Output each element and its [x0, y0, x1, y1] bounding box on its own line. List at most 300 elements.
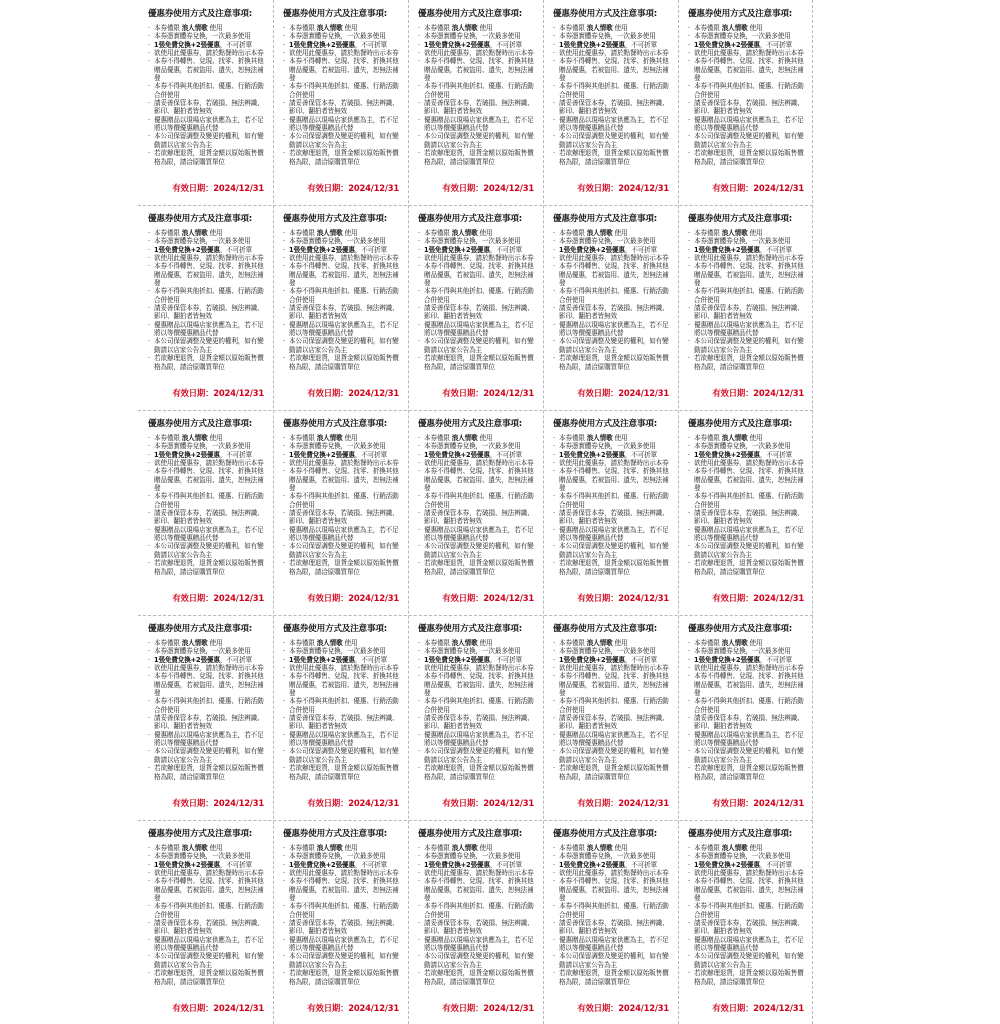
- expiry-date: 有效日期：2024/12/31: [577, 1003, 669, 1013]
- coupon-rule: · 請妥善保管本券，若破損、無法辨識、影印、翻拍者皆無效: [418, 919, 537, 936]
- expiry-date: 有效日期：2024/12/31: [442, 1003, 534, 1013]
- coupon-rule: · 本公司保留調整及變更的權利，如有變動請以店家公告為主: [553, 337, 672, 354]
- coupon-rule: · 若欲辦理退貨，退貨金額以原始販售價格為限，請洽原購買單位: [688, 559, 807, 576]
- coupon-rule: · 請妥善保管本券，若破損、無法辨識、影印、翻拍者皆無效: [553, 509, 672, 526]
- restaurant-name: 浪人情歌: [721, 639, 748, 647]
- coupon-rules-list: [418, 844, 537, 986]
- restaurant-name: 浪人情歌: [181, 844, 208, 852]
- coupon-rule: · 本券憑實體券兌換，一次最多使用: [148, 852, 267, 860]
- coupon-rule: · 本券憑實體券兌換，一次最多使用: [283, 442, 402, 450]
- coupon-rule: · 本券不得轉售、兌現、找零、折換其他贈品優惠，若被盜用、遺失，恕無法補發: [418, 672, 537, 697]
- coupon-rule: · 本券不得與其他折扣、優惠、行銷活動合併使用: [148, 82, 267, 99]
- coupon-rule: · 1張免費兌換+2張優惠，不可折單: [148, 451, 267, 459]
- coupon-title: 優惠券使用方式及注意事項:: [553, 829, 657, 839]
- redeem-limit: 1張免費兌換+2張優惠: [154, 245, 220, 254]
- expiry-date: 有效日期：2024/12/31: [577, 183, 669, 193]
- expiry-date: 有效日期：2024/12/31: [307, 593, 399, 603]
- coupon-rules-list: [283, 844, 402, 986]
- coupon-rule: · 1張免費兌換+2張優惠，不可折單: [553, 861, 672, 869]
- coupon-rule: · 1張免費兌換+2張優惠，不可折單: [553, 41, 672, 49]
- coupon-rule: · 1張免費兌換+2張優惠，不可折單: [688, 656, 807, 664]
- coupon-title: 優惠券使用方式及注意事項:: [418, 829, 522, 839]
- coupon-rule: · 欲使用此優惠券，請於點餐時出示本券: [553, 869, 672, 877]
- coupon-rule: · 1張免費兌換+2張優惠，不可折單: [283, 41, 402, 49]
- coupon-rule: · 優惠贈品以現場店家供應為主，若不足將以等價優惠贈品代替: [283, 731, 402, 748]
- coupon-card: [274, 206, 407, 409]
- coupon-rules-list: [283, 434, 402, 576]
- coupon-rule: · 優惠贈品以現場店家供應為主，若不足將以等價優惠贈品代替: [148, 526, 267, 543]
- coupon-rule: · 1張免費兌換+2張優惠，不可折單: [553, 246, 672, 254]
- coupon-rule: · 若欲辦理退貨，退貨金額以原始販售價格為限，請洽原購買單位: [418, 354, 537, 371]
- redeem-limit: 1張免費兌換+2張優惠: [559, 655, 625, 664]
- redeem-limit: 1張免費兌換+2張優惠: [154, 450, 220, 459]
- coupon-rule: · 優惠贈品以現場店家供應為主，若不足將以等價優惠贈品代替: [148, 321, 267, 338]
- restaurant-name: 浪人情歌: [721, 434, 748, 442]
- coupon-rule: · 請妥善保管本券，若破損、無法辨識、影印、翻拍者皆無效: [553, 304, 672, 321]
- expiry-date: 有效日期：2024/12/31: [712, 388, 804, 398]
- coupon-rule: · 本公司保留調整及變更的權利，如有變動請以店家公告為主: [148, 952, 267, 969]
- coupon-rule: · 本券不得與其他折扣、優惠、行銷活動合併使用: [553, 287, 672, 304]
- coupon-rule: · 本券不得轉售、兌現、找零、折換其他贈品優惠，若被盜用、遺失，恕無法補發: [688, 467, 807, 492]
- expiry-date: 有效日期：2024/12/31: [577, 593, 669, 603]
- coupon-title: 優惠券使用方式及注意事項:: [283, 829, 387, 839]
- coupon-rule: · 1張免費兌換+2張優惠，不可折單: [688, 41, 807, 49]
- coupon-rule: · 欲使用此優惠券，請於點餐時出示本券: [148, 459, 267, 467]
- coupon-rule: · 本券不得轉售、兌現、找零、折換其他贈品優惠，若被盜用、遺失，恕無法補發: [283, 672, 402, 697]
- coupon-rule: · 欲使用此優惠券，請於點餐時出示本券: [688, 869, 807, 877]
- coupon-rule: · 本公司保留調整及變更的權利，如有變動請以店家公告為主: [553, 747, 672, 764]
- restaurant-name: 浪人情歌: [181, 639, 208, 647]
- coupon-rules-list: [418, 434, 537, 576]
- restaurant-name: 浪人情歌: [586, 24, 613, 32]
- coupon-rule: · 本券僅限 浪人情歌 使用: [148, 639, 267, 647]
- coupon-card: [544, 411, 677, 614]
- coupon-rule: · 請妥善保管本券，若破損、無法辨識、影印、翻拍者皆無效: [688, 919, 807, 936]
- redeem-limit: 1張免費兌換+2張優惠: [694, 655, 760, 664]
- coupon-rule: · 若欲辦理退貨，退貨金額以原始販售價格為限，請洽原購買單位: [553, 149, 672, 166]
- coupon-rule: · 欲使用此優惠券，請於點餐時出示本券: [553, 459, 672, 467]
- coupon-rule: · 本券不得轉售、兌現、找零、折換其他贈品優惠，若被盜用、遺失，恕無法補發: [553, 672, 672, 697]
- coupon-rule: · 本券僅限 浪人情歌 使用: [553, 229, 672, 237]
- coupon-rule: · 本公司保留調整及變更的權利，如有變動請以店家公告為主: [148, 747, 267, 764]
- coupon-rule: · 本券不得與其他折扣、優惠、行銷活動合併使用: [283, 492, 402, 509]
- cut-line-vertical: [812, 0, 813, 1024]
- coupon-rule: · 本券僅限 浪人情歌 使用: [418, 434, 537, 442]
- coupon-rule: · 欲使用此優惠券，請於點餐時出示本券: [283, 459, 402, 467]
- coupon-card: [139, 821, 272, 1024]
- coupon-rule: · 若欲辦理退貨，退貨金額以原始販售價格為限，請洽原購買單位: [148, 559, 267, 576]
- coupon-title: 優惠券使用方式及注意事項:: [553, 624, 657, 634]
- expiry-date: 有效日期：2024/12/31: [712, 1003, 804, 1013]
- coupon-rule: · 本券僅限 浪人情歌 使用: [553, 24, 672, 32]
- coupon-rules-list: [418, 24, 537, 166]
- coupon-rules-list: [688, 229, 807, 371]
- coupon-rule: · 本券不得與其他折扣、優惠、行銷活動合併使用: [688, 902, 807, 919]
- coupon-rule: · 請妥善保管本券，若破損、無法辨識、影印、翻拍者皆無效: [283, 714, 402, 731]
- expiry-date: 有效日期：2024/12/31: [172, 1003, 264, 1013]
- coupon-rules-list: [148, 639, 267, 781]
- coupon-rule: · 欲使用此優惠券，請於點餐時出示本券: [688, 254, 807, 262]
- coupon-rule: · 本券不得與其他折扣、優惠、行銷活動合併使用: [418, 492, 537, 509]
- coupon-rule: · 請妥善保管本券，若破損、無法辨識、影印、翻拍者皆無效: [283, 509, 402, 526]
- redeem-limit: 1張免費兌換+2張優惠: [424, 655, 490, 664]
- restaurant-name: 浪人情歌: [451, 639, 478, 647]
- redeem-limit: 1張免費兌換+2張優惠: [289, 245, 355, 254]
- restaurant-name: 浪人情歌: [586, 229, 613, 237]
- coupon-card: [544, 1, 677, 204]
- expiry-date: 有效日期：2024/12/31: [307, 388, 399, 398]
- coupon-rule: · 本券不得轉售、兌現、找零、折換其他贈品優惠，若被盜用、遺失，恕無法補發: [418, 57, 537, 82]
- coupon-rule: · 本券不得與其他折扣、優惠、行銷活動合併使用: [148, 287, 267, 304]
- coupon-rule: · 請妥善保管本券，若破損、無法辨識、影印、翻拍者皆無效: [283, 304, 402, 321]
- coupon-rule: · 優惠贈品以現場店家供應為主，若不足將以等價優惠贈品代替: [688, 321, 807, 338]
- coupon-rule: · 本券憑實體券兌換，一次最多使用: [418, 647, 537, 655]
- restaurant-name: 浪人情歌: [586, 434, 613, 442]
- coupon-card: [139, 206, 272, 409]
- coupon-rule: · 本券不得與其他折扣、優惠、行銷活動合併使用: [418, 287, 537, 304]
- redeem-limit: 1張免費兌換+2張優惠: [154, 860, 220, 869]
- coupon-rule: · 請妥善保管本券，若破損、無法辨識、影印、翻拍者皆無效: [418, 99, 537, 116]
- expiry-date: 有效日期：2024/12/31: [712, 183, 804, 193]
- coupon-rule: · 欲使用此優惠券，請於點餐時出示本券: [418, 49, 537, 57]
- coupon-rule: · 本公司保留調整及變更的權利，如有變動請以店家公告為主: [553, 132, 672, 149]
- coupon-rule: · 本券憑實體券兌換，一次最多使用: [148, 32, 267, 40]
- coupon-rule: · 欲使用此優惠券，請於點餐時出示本券: [283, 49, 402, 57]
- coupon-rule: · 本券不得轉售、兌現、找零、折換其他贈品優惠，若被盜用、遺失，恕無法補發: [418, 262, 537, 287]
- coupon-rule: · 若欲辦理退貨，退貨金額以原始販售價格為限，請洽原購買單位: [283, 149, 402, 166]
- coupon-rule: · 1張免費兌換+2張優惠，不可折單: [283, 246, 402, 254]
- coupon-rules-list: [283, 24, 402, 166]
- coupon-rule: · 本券憑實體券兌換，一次最多使用: [688, 852, 807, 860]
- coupon-rule: · 本券不得轉售、兌現、找零、折換其他贈品優惠，若被盜用、遺失，恕無法補發: [148, 57, 267, 82]
- coupon-rule: · 本券不得轉售、兌現、找零、折換其他贈品優惠，若被盜用、遺失，恕無法補發: [148, 262, 267, 287]
- restaurant-name: 浪人情歌: [721, 844, 748, 852]
- coupon-rule: · 優惠贈品以現場店家供應為主，若不足將以等價優惠贈品代替: [553, 321, 672, 338]
- coupon-rule: · 本券不得轉售、兌現、找零、折換其他贈品優惠，若被盜用、遺失，恕無法補發: [553, 877, 672, 902]
- coupon-rule: · 本券不得轉售、兌現、找零、折換其他贈品優惠，若被盜用、遺失，恕無法補發: [283, 262, 402, 287]
- coupon-rule: · 請妥善保管本券，若破損、無法辨識、影印、翻拍者皆無效: [688, 99, 807, 116]
- coupon-rule: · 本券不得轉售、兌現、找零、折換其他贈品優惠，若被盜用、遺失，恕無法補發: [688, 262, 807, 287]
- coupon-rule: · 本券不得轉售、兌現、找零、折換其他贈品優惠，若被盜用、遺失，恕無法補發: [418, 467, 537, 492]
- restaurant-name: 浪人情歌: [451, 229, 478, 237]
- coupon-title: 優惠券使用方式及注意事項:: [283, 419, 387, 429]
- coupon-card: [409, 206, 542, 409]
- coupon-rule: · 欲使用此優惠券，請於點餐時出示本券: [418, 664, 537, 672]
- coupon-rule: · 本券不得轉售、兌現、找零、折換其他贈品優惠，若被盜用、遺失，恕無法補發: [688, 672, 807, 697]
- coupon-rule: · 本券僅限 浪人情歌 使用: [553, 844, 672, 852]
- coupon-rule: · 請妥善保管本券，若破損、無法辨識、影印、翻拍者皆無效: [148, 99, 267, 116]
- coupon-rule: · 若欲辦理退貨，退貨金額以原始販售價格為限，請洽原購買單位: [283, 969, 402, 986]
- coupon-rule: · 本券不得轉售、兌現、找零、折換其他贈品優惠，若被盜用、遺失，恕無法補發: [148, 877, 267, 902]
- coupon-rule: · 請妥善保管本券，若破損、無法辨識、影印、翻拍者皆無效: [148, 509, 267, 526]
- coupon-rule: · 請妥善保管本券，若破損、無法辨識、影印、翻拍者皆無效: [688, 304, 807, 321]
- coupon-rule: · 本券憑實體券兌換，一次最多使用: [418, 442, 537, 450]
- redeem-limit: 1張免費兌換+2張優惠: [694, 40, 760, 49]
- coupon-rule: · 本券不得轉售、兌現、找零、折換其他贈品優惠，若被盜用、遺失，恕無法補發: [283, 467, 402, 492]
- restaurant-name: 浪人情歌: [316, 434, 343, 442]
- expiry-date: 有效日期：2024/12/31: [172, 183, 264, 193]
- coupon-rule: · 本券不得轉售、兌現、找零、折換其他贈品優惠，若被盜用、遺失，恕無法補發: [148, 672, 267, 697]
- coupon-rule: · 本券憑實體券兌換，一次最多使用: [688, 647, 807, 655]
- coupon-rule: · 本券憑實體券兌換，一次最多使用: [148, 647, 267, 655]
- coupon-card: [139, 1, 272, 204]
- coupon-title: 優惠券使用方式及注意事項:: [148, 624, 252, 634]
- coupon-rules-list: [688, 434, 807, 576]
- restaurant-name: 浪人情歌: [586, 844, 613, 852]
- coupon-card: [274, 1, 407, 204]
- redeem-limit: 1張免費兌換+2張優惠: [424, 860, 490, 869]
- restaurant-name: 浪人情歌: [586, 639, 613, 647]
- coupon-title: 優惠券使用方式及注意事項:: [283, 9, 387, 19]
- redeem-limit: 1張免費兌換+2張優惠: [289, 450, 355, 459]
- coupon-rule: · 本券不得轉售、兌現、找零、折換其他贈品優惠，若被盜用、遺失，恕無法補發: [418, 877, 537, 902]
- restaurant-name: 浪人情歌: [181, 434, 208, 442]
- coupon-card: [544, 821, 677, 1024]
- coupon-card: [139, 411, 272, 614]
- coupon-card: [679, 411, 812, 614]
- coupon-rule: · 1張免費兌換+2張優惠，不可折單: [688, 246, 807, 254]
- coupon-rule: · 優惠贈品以現場店家供應為主，若不足將以等價優惠贈品代替: [148, 936, 267, 953]
- coupon-rule: · 本券僅限 浪人情歌 使用: [553, 434, 672, 442]
- coupon-card: [274, 821, 407, 1024]
- expiry-date: 有效日期：2024/12/31: [712, 798, 804, 808]
- coupon-rule: · 1張免費兌換+2張優惠，不可折單: [283, 656, 402, 664]
- coupon-rule: · 欲使用此優惠券，請於點餐時出示本券: [553, 664, 672, 672]
- coupon-rule: · 本券僅限 浪人情歌 使用: [418, 639, 537, 647]
- coupon-rules-list: [553, 434, 672, 576]
- coupon-rule: · 欲使用此優惠券，請於點餐時出示本券: [553, 49, 672, 57]
- coupon-rule: · 本券僅限 浪人情歌 使用: [418, 229, 537, 237]
- coupon-rule: · 欲使用此優惠券，請於點餐時出示本券: [148, 869, 267, 877]
- coupon-rule: · 本券僅限 浪人情歌 使用: [688, 24, 807, 32]
- coupon-rule: · 若欲辦理退貨，退貨金額以原始販售價格為限，請洽原購買單位: [418, 559, 537, 576]
- coupon-rule: · 優惠贈品以現場店家供應為主，若不足將以等價優惠贈品代替: [418, 526, 537, 543]
- coupon-rule: · 本券僅限 浪人情歌 使用: [418, 844, 537, 852]
- coupon-rule: · 優惠贈品以現場店家供應為主，若不足將以等價優惠贈品代替: [553, 731, 672, 748]
- coupon-rule: · 請妥善保管本券，若破損、無法辨識、影印、翻拍者皆無效: [553, 919, 672, 936]
- coupon-rule: · 本券不得轉售、兌現、找零、折換其他贈品優惠，若被盜用、遺失，恕無法補發: [553, 467, 672, 492]
- coupon-rule: · 欲使用此優惠券，請於點餐時出示本券: [688, 459, 807, 467]
- coupon-rule: · 1張免費兌換+2張優惠，不可折單: [148, 246, 267, 254]
- coupon-rule: · 優惠贈品以現場店家供應為主，若不足將以等價優惠贈品代替: [148, 116, 267, 133]
- coupon-rule: · 若欲辦理退貨，退貨金額以原始販售價格為限，請洽原購買單位: [688, 149, 807, 166]
- coupon-rule: · 請妥善保管本券，若破損、無法辨識、影印、翻拍者皆無效: [148, 714, 267, 731]
- coupon-card: [274, 411, 407, 614]
- coupon-rule: · 本券不得轉售、兌現、找零、折換其他贈品優惠，若被盜用、遺失，恕無法補發: [553, 57, 672, 82]
- coupon-rule: · 1張免費兌換+2張優惠，不可折單: [553, 656, 672, 664]
- coupon-rule: · 優惠贈品以現場店家供應為主，若不足將以等價優惠贈品代替: [688, 936, 807, 953]
- coupon-title: 優惠券使用方式及注意事項:: [148, 829, 252, 839]
- coupon-rule: · 本券憑實體券兌換，一次最多使用: [418, 852, 537, 860]
- coupon-rule: · 若欲辦理退貨，退貨金額以原始販售價格為限，請洽原購買單位: [688, 969, 807, 986]
- coupon-rules-list: [553, 844, 672, 986]
- coupon-title: 優惠券使用方式及注意事項:: [688, 829, 792, 839]
- redeem-limit: 1張免費兌換+2張優惠: [424, 245, 490, 254]
- coupon-rule: · 本券憑實體券兌換，一次最多使用: [418, 237, 537, 245]
- coupon-rule: · 本券僅限 浪人情歌 使用: [283, 24, 402, 32]
- coupon-rule: · 1張免費兌換+2張優惠，不可折單: [418, 656, 537, 664]
- coupon-rule: · 欲使用此優惠券，請於點餐時出示本券: [418, 254, 537, 262]
- redeem-limit: 1張免費兌換+2張優惠: [559, 245, 625, 254]
- coupon-rules-list: [283, 639, 402, 781]
- coupon-rule: · 本券不得與其他折扣、優惠、行銷活動合併使用: [148, 902, 267, 919]
- coupon-rule: · 本券不得與其他折扣、優惠、行銷活動合併使用: [553, 902, 672, 919]
- restaurant-name: 浪人情歌: [721, 229, 748, 237]
- coupon-card: [139, 616, 272, 819]
- coupon-rule: · 本券不得與其他折扣、優惠、行銷活動合併使用: [148, 492, 267, 509]
- coupon-rule: · 欲使用此優惠券，請於點餐時出示本券: [283, 869, 402, 877]
- coupon-rule: · 本券僅限 浪人情歌 使用: [148, 24, 267, 32]
- coupon-rule: · 若欲辦理退貨，退貨金額以原始販售價格為限，請洽原購買單位: [553, 354, 672, 371]
- coupon-rule: · 本券不得與其他折扣、優惠、行銷活動合併使用: [418, 82, 537, 99]
- coupon-rule: · 請妥善保管本券，若破損、無法辨識、影印、翻拍者皆無效: [418, 509, 537, 526]
- expiry-date: 有效日期：2024/12/31: [307, 183, 399, 193]
- expiry-date: 有效日期：2024/12/31: [442, 798, 534, 808]
- coupon-rule: · 本公司保留調整及變更的權利，如有變動請以店家公告為主: [283, 132, 402, 149]
- coupon-rules-list: [148, 434, 267, 576]
- coupon-rule: · 本券不得轉售、兌現、找零、折換其他贈品優惠，若被盜用、遺失，恕無法補發: [148, 467, 267, 492]
- coupon-rule: · 本券不得轉售、兌現、找零、折換其他贈品優惠，若被盜用、遺失，恕無法補發: [283, 57, 402, 82]
- coupon-rule: · 本券憑實體券兌換，一次最多使用: [688, 237, 807, 245]
- coupon-rule: · 本券僅限 浪人情歌 使用: [688, 229, 807, 237]
- coupon-rule: · 優惠贈品以現場店家供應為主，若不足將以等價優惠贈品代替: [418, 321, 537, 338]
- expiry-date: 有效日期：2024/12/31: [442, 593, 534, 603]
- restaurant-name: 浪人情歌: [316, 24, 343, 32]
- coupon-rule: · 1張免費兌換+2張優惠，不可折單: [283, 451, 402, 459]
- coupon-rule: · 請妥善保管本券，若破損、無法辨識、影印、翻拍者皆無效: [148, 304, 267, 321]
- coupon-rule: · 本券不得與其他折扣、優惠、行銷活動合併使用: [688, 82, 807, 99]
- coupon-rule: · 若欲辦理退貨，退貨金額以原始販售價格為限，請洽原購買單位: [418, 764, 537, 781]
- coupon-rule: · 若欲辦理退貨，退貨金額以原始販售價格為限，請洽原購買單位: [148, 354, 267, 371]
- coupon-rule: · 欲使用此優惠券，請於點餐時出示本券: [688, 49, 807, 57]
- coupon-rule: · 本券不得與其他折扣、優惠、行銷活動合併使用: [688, 697, 807, 714]
- redeem-limit: 1張免費兌換+2張優惠: [289, 40, 355, 49]
- coupon-rule: · 本公司保留調整及變更的權利，如有變動請以店家公告為主: [688, 132, 807, 149]
- coupon-title: 優惠券使用方式及注意事項:: [553, 9, 657, 19]
- coupon-rule: · 本券憑實體券兌換，一次最多使用: [553, 442, 672, 450]
- expiry-date: 有效日期：2024/12/31: [172, 798, 264, 808]
- coupon-rule: · 1張免費兌換+2張優惠，不可折單: [418, 451, 537, 459]
- coupon-rule: · 本券憑實體券兌換，一次最多使用: [418, 32, 537, 40]
- expiry-date: 有效日期：2024/12/31: [712, 593, 804, 603]
- coupon-title: 優惠券使用方式及注意事項:: [418, 9, 522, 19]
- redeem-limit: 1張免費兌換+2張優惠: [559, 40, 625, 49]
- coupon-card: [274, 616, 407, 819]
- coupon-rule: · 本券僅限 浪人情歌 使用: [688, 844, 807, 852]
- coupon-rules-list: [418, 229, 537, 371]
- expiry-date: 有效日期：2024/12/31: [577, 798, 669, 808]
- coupon-rule: · 若欲辦理退貨，退貨金額以原始販售價格為限，請洽原購買單位: [283, 354, 402, 371]
- coupon-rule: · 優惠贈品以現場店家供應為主，若不足將以等價優惠贈品代替: [553, 526, 672, 543]
- coupon-rule: · 本公司保留調整及變更的權利，如有變動請以店家公告為主: [148, 132, 267, 149]
- coupon-rule: · 本公司保留調整及變更的權利，如有變動請以店家公告為主: [418, 337, 537, 354]
- coupon-rule: · 請妥善保管本券，若破損、無法辨識、影印、翻拍者皆無效: [688, 509, 807, 526]
- coupon-rule: · 請妥善保管本券，若破損、無法辨識、影印、翻拍者皆無效: [553, 714, 672, 731]
- coupon-rule: · 優惠贈品以現場店家供應為主，若不足將以等價優惠贈品代替: [283, 116, 402, 133]
- coupon-rule: · 若欲辦理退貨，退貨金額以原始販售價格為限，請洽原購買單位: [283, 559, 402, 576]
- coupon-rule: · 請妥善保管本券，若破損、無法辨識、影印、翻拍者皆無效: [148, 919, 267, 936]
- coupon-rule: · 本券僅限 浪人情歌 使用: [283, 434, 402, 442]
- coupon-rule: · 優惠贈品以現場店家供應為主，若不足將以等價優惠贈品代替: [418, 731, 537, 748]
- coupon-rule: · 本券不得轉售、兌現、找零、折換其他贈品優惠，若被盜用、遺失，恕無法補發: [688, 877, 807, 902]
- coupon-rule: · 請妥善保管本券，若破損、無法辨識、影印、翻拍者皆無效: [418, 304, 537, 321]
- redeem-limit: 1張免費兌換+2張優惠: [694, 450, 760, 459]
- coupon-rule: · 欲使用此優惠券，請於點餐時出示本券: [688, 664, 807, 672]
- coupon-rule: · 本公司保留調整及變更的權利，如有變動請以店家公告為主: [688, 542, 807, 559]
- redeem-limit: 1張免費兌換+2張優惠: [289, 655, 355, 664]
- coupon-title: 優惠券使用方式及注意事項:: [688, 9, 792, 19]
- coupon-rule: · 欲使用此優惠券，請於點餐時出示本券: [283, 664, 402, 672]
- expiry-date: 有效日期：2024/12/31: [307, 1003, 399, 1013]
- redeem-limit: 1張免費兌換+2張優惠: [154, 655, 220, 664]
- coupon-card: [679, 206, 812, 409]
- coupon-rule: · 若欲辦理退貨，退貨金額以原始販售價格為限，請洽原購買單位: [553, 559, 672, 576]
- coupon-rule: · 請妥善保管本券，若破損、無法辨識、影印、翻拍者皆無效: [553, 99, 672, 116]
- coupon-rule: · 本券不得轉售、兌現、找零、折換其他贈品優惠，若被盜用、遺失，恕無法補發: [283, 877, 402, 902]
- coupon-rule: · 本券不得與其他折扣、優惠、行銷活動合併使用: [283, 902, 402, 919]
- coupon-rule: · 若欲辦理退貨，退貨金額以原始販售價格為限，請洽原購買單位: [148, 764, 267, 781]
- coupon-rules-list: [283, 229, 402, 371]
- restaurant-name: 浪人情歌: [316, 639, 343, 647]
- coupon-rule: · 若欲辦理退貨，退貨金額以原始販售價格為限，請洽原購買單位: [283, 764, 402, 781]
- coupon-rule: · 本公司保留調整及變更的權利，如有變動請以店家公告為主: [418, 952, 537, 969]
- coupon-title: 優惠券使用方式及注意事項:: [553, 214, 657, 224]
- redeem-limit: 1張免費兌換+2張優惠: [289, 860, 355, 869]
- coupon-card: [409, 616, 542, 819]
- coupon-rule: · 優惠贈品以現場店家供應為主，若不足將以等價優惠贈品代替: [688, 116, 807, 133]
- coupon-rule: · 若欲辦理退貨，退貨金額以原始販售價格為限，請洽原購買單位: [553, 764, 672, 781]
- restaurant-name: 浪人情歌: [181, 229, 208, 237]
- coupon-card: [679, 1, 812, 204]
- coupon-rule: · 優惠贈品以現場店家供應為主，若不足將以等價優惠贈品代替: [688, 731, 807, 748]
- coupon-rule: · 本券不得與其他折扣、優惠、行銷活動合併使用: [283, 82, 402, 99]
- coupon-rule: · 本券不得與其他折扣、優惠、行銷活動合併使用: [283, 697, 402, 714]
- coupon-rule: · 本公司保留調整及變更的權利，如有變動請以店家公告為主: [283, 747, 402, 764]
- coupon-rule: · 請妥善保管本券，若破損、無法辨識、影印、翻拍者皆無效: [283, 919, 402, 936]
- coupon-rule: · 優惠贈品以現場店家供應為主，若不足將以等價優惠贈品代替: [148, 731, 267, 748]
- coupon-rule: · 本券憑實體券兌換，一次最多使用: [283, 237, 402, 245]
- restaurant-name: 浪人情歌: [451, 24, 478, 32]
- restaurant-name: 浪人情歌: [316, 229, 343, 237]
- expiry-date: 有效日期：2024/12/31: [172, 388, 264, 398]
- coupon-rule: · 請妥善保管本券，若破損、無法辨識、影印、翻拍者皆無效: [688, 714, 807, 731]
- coupon-card: [544, 616, 677, 819]
- coupon-rule: · 本券僅限 浪人情歌 使用: [148, 844, 267, 852]
- coupon-rule: · 請妥善保管本券，若破損、無法辨識、影印、翻拍者皆無效: [418, 714, 537, 731]
- coupon-rule: · 本公司保留調整及變更的權利，如有變動請以店家公告為主: [553, 542, 672, 559]
- coupon-card: [409, 411, 542, 614]
- coupon-rule: · 本券僅限 浪人情歌 使用: [418, 24, 537, 32]
- coupon-card: [409, 1, 542, 204]
- coupon-rule: · 優惠贈品以現場店家供應為主，若不足將以等價優惠贈品代替: [283, 526, 402, 543]
- coupon-rule: · 本券不得與其他折扣、優惠、行銷活動合併使用: [418, 902, 537, 919]
- coupon-rule: · 本公司保留調整及變更的權利，如有變動請以店家公告為主: [688, 952, 807, 969]
- coupon-rule: · 優惠贈品以現場店家供應為主，若不足將以等價優惠贈品代替: [283, 936, 402, 953]
- coupon-card: [544, 206, 677, 409]
- coupon-rule: · 優惠贈品以現場店家供應為主，若不足將以等價優惠贈品代替: [553, 116, 672, 133]
- redeem-limit: 1張免費兌換+2張優惠: [424, 450, 490, 459]
- coupon-rule: · 本公司保留調整及變更的權利，如有變動請以店家公告為主: [283, 337, 402, 354]
- coupon-rule: · 本券憑實體券兌換，一次最多使用: [283, 32, 402, 40]
- coupon-rule: · 優惠贈品以現場店家供應為主，若不足將以等價優惠贈品代替: [553, 936, 672, 953]
- coupon-rule: · 1張免費兌換+2張優惠，不可折單: [418, 246, 537, 254]
- coupon-rule: · 欲使用此優惠券，請於點餐時出示本券: [553, 254, 672, 262]
- coupon-rule: · 優惠贈品以現場店家供應為主，若不足將以等價優惠贈品代替: [283, 321, 402, 338]
- expiry-date: 有效日期：2024/12/31: [442, 388, 534, 398]
- coupon-rules-list: [688, 639, 807, 781]
- restaurant-name: 浪人情歌: [451, 434, 478, 442]
- expiry-date: 有效日期：2024/12/31: [577, 388, 669, 398]
